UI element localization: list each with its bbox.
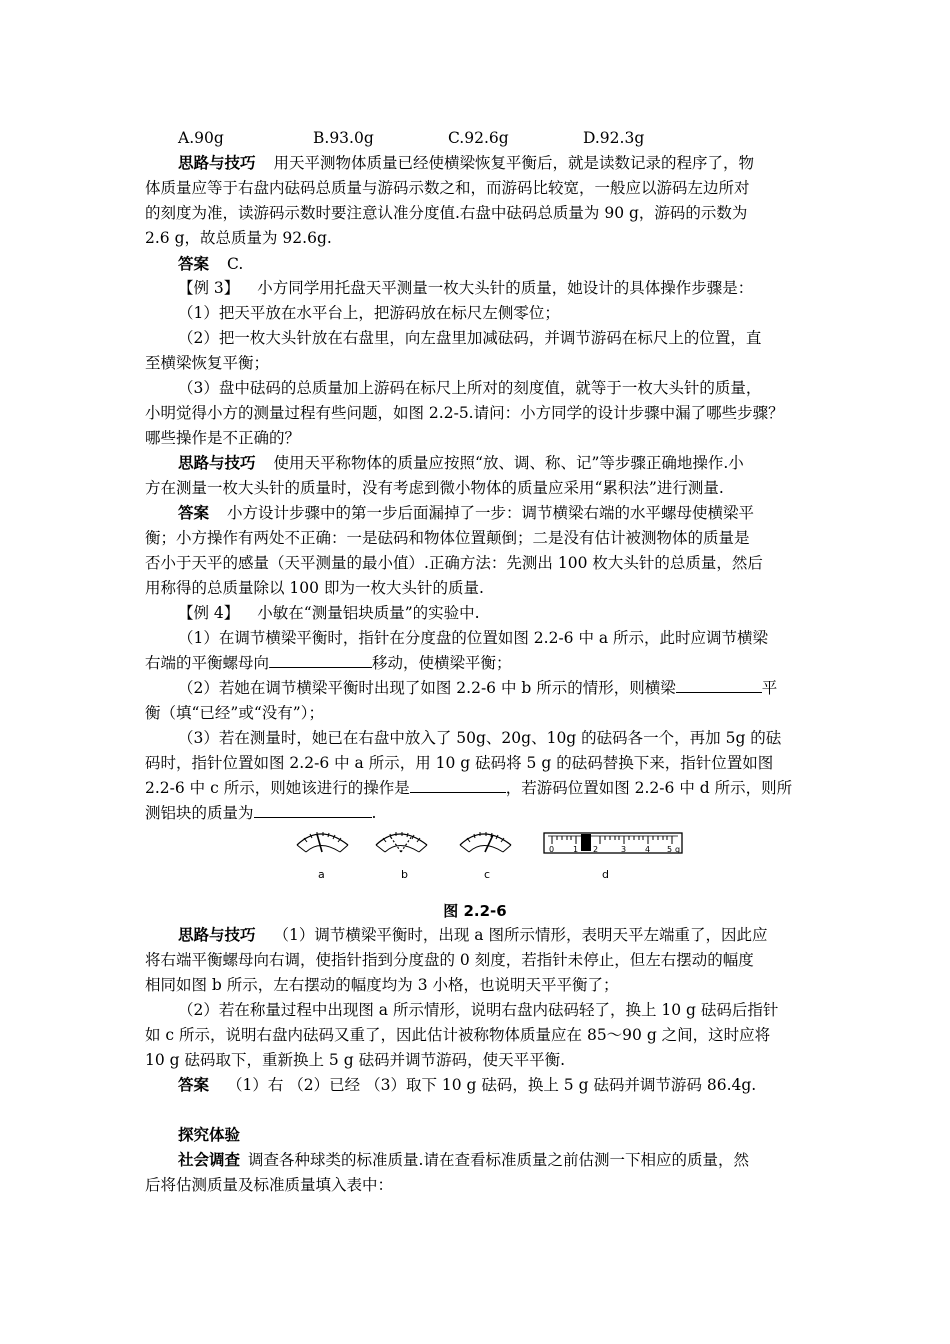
svg-text:4: 4 — [645, 845, 651, 854]
fill-blank — [676, 676, 762, 693]
tip-label: 思路与技巧 — [178, 926, 256, 944]
figure-caption: 图 2.2-6 — [443, 902, 507, 920]
choice-b: B.93.0g — [313, 129, 374, 147]
svg-text:g: g — [675, 845, 681, 854]
step-line: （1）把天平放在水平台上，把游码放在标尺左侧零位； — [178, 304, 560, 322]
step-line: （3）盘中砝码的总质量加上游码在标尺上所对的刻度值，就等于一枚大头针的质量， — [178, 379, 762, 397]
question-line: 2.2-6 中 c 所示，则她该进行的操作是 ，若游码位置如图 2.2-6 中 d 所示，则所 — [145, 776, 810, 800]
example-label: 【例 4】 — [178, 604, 240, 622]
rider-marker — [581, 834, 591, 851]
step-line: （2）把一枚大头针放在右盘里，向左盘里加减砝码，并调节游码在标尺上的位置，直 — [178, 329, 762, 347]
step-line: 至横梁恢复平衡； — [145, 354, 270, 372]
tip-paragraph-line: 思路与技巧 使用天平称物体的质量应按照“放、调、称、记”等步骤正确地操作.小 — [178, 454, 744, 472]
section-heading: 探究体验 — [178, 1126, 241, 1144]
question-line: 码时，指针位置如图 2.2-6 中 a 所示，用 10 g 砝码将 5 g 的砝码替换下来，指针位置如图 — [145, 754, 774, 772]
svg-text:2: 2 — [593, 845, 599, 854]
answer-line: 答案 小方设计步骤中的第一步后面漏掉了一步：调节横梁右端的水平螺母使横梁平 — [178, 504, 755, 522]
svg-text:0: 0 — [549, 845, 555, 854]
question-line: （3）若在测量时，她已在右盘中放入了 50g、20g、10g 的砝码各一个，再加 5g 的砝 — [178, 729, 782, 747]
svg-text:5: 5 — [667, 845, 673, 854]
question-line: 测铝块的质量为 . — [145, 801, 810, 825]
tip-paragraph-line: 的刻度为准，读游码示数时要注意认准分度值.右盘中砝码总质量为 90 g，游码的示数为 — [145, 204, 748, 222]
tip-paragraph-line: 相同如图 b 所示，左右摆动的幅度均为 3 小格，也说明天平平衡了； — [145, 976, 619, 994]
tip-label: 思路与技巧 — [178, 454, 256, 472]
answer-line: 衡；小方操作有两处不正确：一是砝码和物体位置颠倒；二是没有估计被测物体的质量是 — [145, 529, 750, 547]
answer-label: 答案 — [178, 1076, 210, 1094]
dial-c-icon — [460, 832, 511, 852]
tip-paragraph-line: 如 c 所示，说明右盘内砝码又重了，因此估计被称物体质量应在 85～90 g 之间，这时应将 — [145, 1026, 771, 1044]
dial-b-icon — [376, 832, 427, 852]
tip-paragraph-line: 2.6 g，故总质量为 92.6g. — [145, 229, 332, 247]
question-line: 右端的平衡螺母向 移动，使横梁平衡； — [145, 651, 810, 675]
choice-c: C.92.6g — [448, 129, 509, 147]
figure-label-b: b — [401, 868, 408, 881]
example-3-intro: 【例 3】 小方同学用托盘天平测量一枚大头针的质量，她设计的具体操作步骤是： — [178, 279, 754, 297]
figure-label-c: c — [484, 868, 491, 881]
figure-label-d: d — [602, 868, 609, 881]
rider-scale-icon — [544, 833, 682, 853]
tip-paragraph-line: 将右端平衡螺母向右调，使指针指到分度盘的 0 刻度，若指针未停止，但左右摆动的幅度 — [145, 951, 754, 969]
fill-blank — [410, 776, 506, 793]
fill-blank — [269, 651, 372, 668]
answer-line: 答案 C. — [178, 255, 244, 273]
example-label: 【例 3】 — [178, 279, 240, 297]
tip-paragraph-line: 体质量应等于右盘内砝码总质量与游码示数之和，而游码比较宽，一般应以游码左边所对 — [145, 179, 750, 197]
answer-line: 否小于天平的感量（天平测量的最小值）.正确方法：先测出 100 枚大头针的总质量，然后 — [145, 554, 763, 572]
step-line: 哪些操作是不正确的？ — [145, 429, 301, 447]
answer-label: 答案 — [178, 504, 210, 522]
answer-line: 答案 （1）右 （2）已经 （3）取下 10 g 砝码，换上 5 g 砝码并调节游码 86.4g. — [178, 1076, 757, 1094]
tip-paragraph-line: 思路与技巧 （1）调节横梁平衡时，出现 a 图所示情形，表明天平左端重了，因此应 — [178, 926, 768, 944]
question-line: （1）在调节横梁平衡时，指针在分度盘的位置如图 2.2-6 中 a 所示，此时应调节横梁 — [178, 629, 769, 647]
dial-a-icon — [297, 832, 348, 852]
question-line: （2）若她在调节横梁平衡时出现了如图 2.2-6 中 b 所示的情形，则横梁 平 — [178, 676, 843, 700]
survey-line: 社会调查 调查各种球类的标准质量.请在查看标准质量之前估测一下相应的质量，然 — [178, 1151, 749, 1169]
answer-label: 答案 — [178, 255, 210, 273]
tip-label: 思路与技巧 — [178, 154, 256, 172]
tip-paragraph-line: 方在测量一枚大头针的质量时，没有考虑到微小物体的质量应采用“累积法”进行测量. — [145, 479, 724, 497]
figure-label-a: a — [318, 868, 325, 881]
choice-a: A.90g — [178, 129, 224, 147]
survey-line: 后将估测质量及标准质量填入表中： — [145, 1176, 394, 1194]
fill-blank — [254, 801, 372, 818]
tip-paragraph-line: （2）若在称量过程中出现图 a 所示情形，说明右盘内砝码轻了，换上 10 g 砝码后指针 — [178, 1001, 779, 1019]
question-line: 衡（填“已经”或“没有”）； — [145, 704, 324, 722]
survey-label: 社会调查 — [178, 1151, 241, 1169]
tip-paragraph-line: 10 g 砝码取下，重新换上 5 g 砝码并调节游码，使天平平衡. — [145, 1051, 565, 1069]
answer-choices — [178, 126, 843, 150]
svg-text:3: 3 — [621, 845, 627, 854]
svg-text:1: 1 — [573, 845, 579, 854]
step-line: 小明觉得小方的测量过程有些问题，如图 2.2-5.请问：小方同学的设计步骤中漏了哪些步骤？ — [145, 404, 784, 422]
answer-line: 用称得的总质量除以 100 即为一枚大头针的质量. — [145, 579, 484, 597]
example-4-intro: 【例 4】 小敏在“测量铝块质量”的实验中. — [178, 604, 480, 622]
tip-paragraph-line: 思路与技巧 用天平测物体质量已经使横梁恢复平衡后，就是读数记录的程序了，物 — [178, 154, 755, 172]
choice-d: D.92.3g — [583, 129, 645, 147]
